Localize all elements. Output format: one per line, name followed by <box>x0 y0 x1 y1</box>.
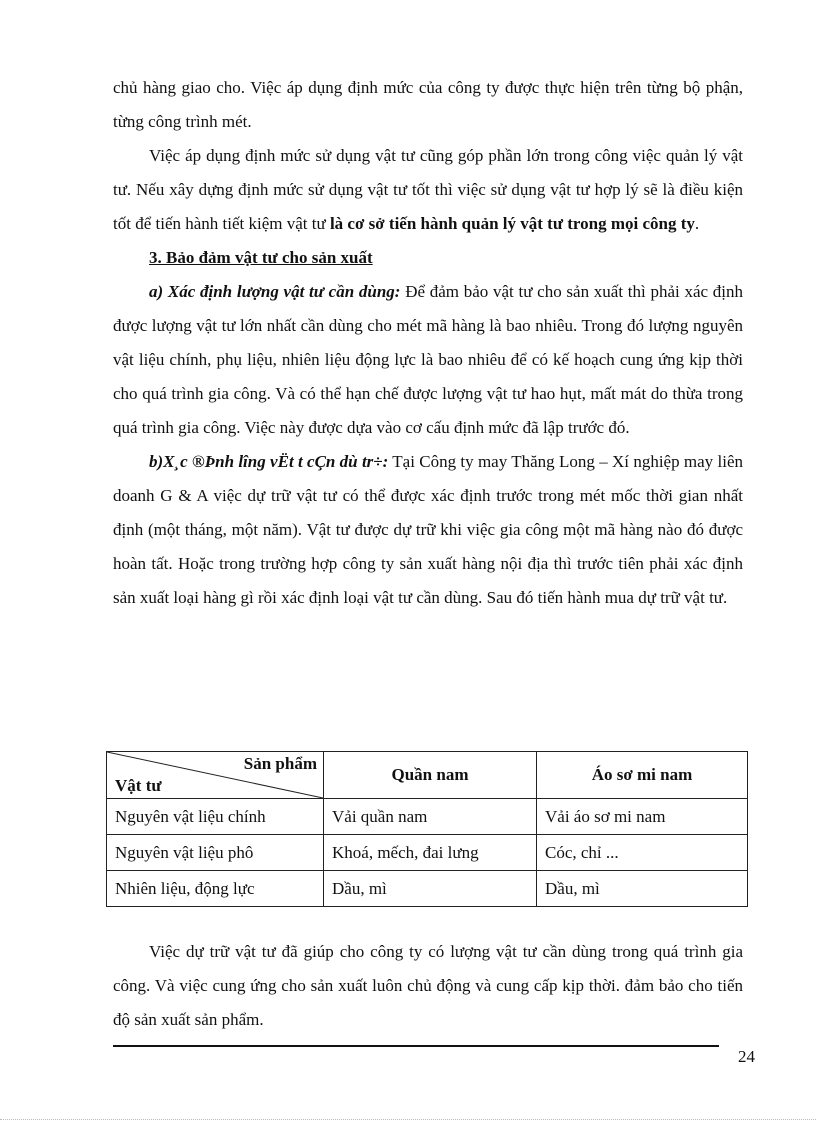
table-row <box>107 835 748 871</box>
row-label: Nguyên vật liệu chính <box>107 799 324 835</box>
paragraph-norm-application <box>113 139 743 241</box>
column-header: Áo sơ mi nam <box>537 752 748 799</box>
row-label: Nguyên vật liệu phô <box>107 835 324 871</box>
paragraph-a-text: Để đảm bảo vật tư cho sản xuất thì phải xác định được lượng vật tư lớn nhất cần dùng cho mét mã hàng là bao nhiêu. Trong đó lượng nguyên vật liệu chính, phụ liệu, nhiên liệu động lực là bao nhiêu để có kế hoạch cung ứng kịp thời cho quá trình gia công. Và có thể hạn chế được lượng vật tư hao hụt, mất mát do thừa trong quá trình gia công. Việc này được dựa vào cơ cấu định mức đã lập trước đó. <box>113 282 743 437</box>
norm-text: Việc áp dụng định mức sử dụng vật tư cũng góp phần lớn trong công việc quản lý vật tư. Nếu xây dựng định mức sử dụng vật tư tốt thì việc sử dụng vật tư hợp lý sẽ là điều kiện tốt để tiến hành tiết kiệm vật tư <box>113 146 743 233</box>
materials-table <box>106 751 748 907</box>
table-header-row <box>107 752 748 799</box>
norm-end: . <box>694 214 700 233</box>
column-header: Quần nam <box>324 752 537 799</box>
paragraph-b-text: Tại Công ty may Thăng Long – Xí nghiệp may liên doanh G & A việc dự trữ vật tư có thể được xác định trước trong mét mốc thời gian nhất định (một tháng, một năm). Vật tư được dự trữ khi việc gia công một mã hàng nào đó được hoàn tất. Hoặc trong trường hợp công ty sản xuất hàng nội địa thì trước tiên phải xác định sản xuất loại hàng gì rồi xác định loại vật tư cần dùng. Sau đó tiến hành mua dự trữ vật tư. <box>113 452 743 607</box>
table-cell: Cóc, chỉ ... <box>537 835 748 871</box>
paragraph-b-head: b)X¸c ®Þnh lîng vËt t cÇn dù tr÷: <box>149 452 389 471</box>
paragraph-continuation: chủ hàng giao cho. Việc áp dụng định mức của công ty được thực hiện trên từng bộ phận, từng công trình mét. <box>113 78 743 131</box>
table-cell: Dầu, mì <box>324 871 537 907</box>
row-label: Nhiên liệu, động lực <box>107 871 324 907</box>
table-corner-cell <box>107 752 324 799</box>
norm-bold-text: là cơ sở tiến hành quản lý vật tư trong mọi công ty <box>329 214 695 233</box>
page-edge-divider <box>0 1119 816 1120</box>
section-heading: 3. Bảo đảm vật tư cho sản xuất <box>149 248 373 267</box>
paragraph-b <box>113 445 743 615</box>
table-cell: Vải áo sơ mi nam <box>537 799 748 835</box>
page-number: 24 <box>738 1047 755 1066</box>
paragraph-a-head: a) Xác định lượng vật tư cần dùng: <box>149 282 401 301</box>
corner-top-label: Sản phẩm <box>243 754 317 773</box>
paragraph-reserve-result: Việc dự trữ vật tư đã giúp cho công ty có lượng vật tư cần dùng trong quá trình gia công. Và việc cung ứng cho sản xuất luôn chủ động và cung cấp kịp thời. đảm bảo cho tiến độ sản xuất sản phẩm. <box>113 942 743 1029</box>
text-block-top <box>113 71 743 615</box>
text-block-bottom <box>113 935 743 1037</box>
footer-rule <box>113 1045 719 1047</box>
table-cell: Vải quần nam <box>324 799 537 835</box>
table-cell: Khoá, mếch, đai lưng <box>324 835 537 871</box>
table-row <box>107 871 748 907</box>
table-cell: Dầu, mì <box>537 871 748 907</box>
table-row <box>107 799 748 835</box>
corner-bottom-label: Vật tư <box>115 776 162 795</box>
paragraph-a <box>113 275 743 445</box>
